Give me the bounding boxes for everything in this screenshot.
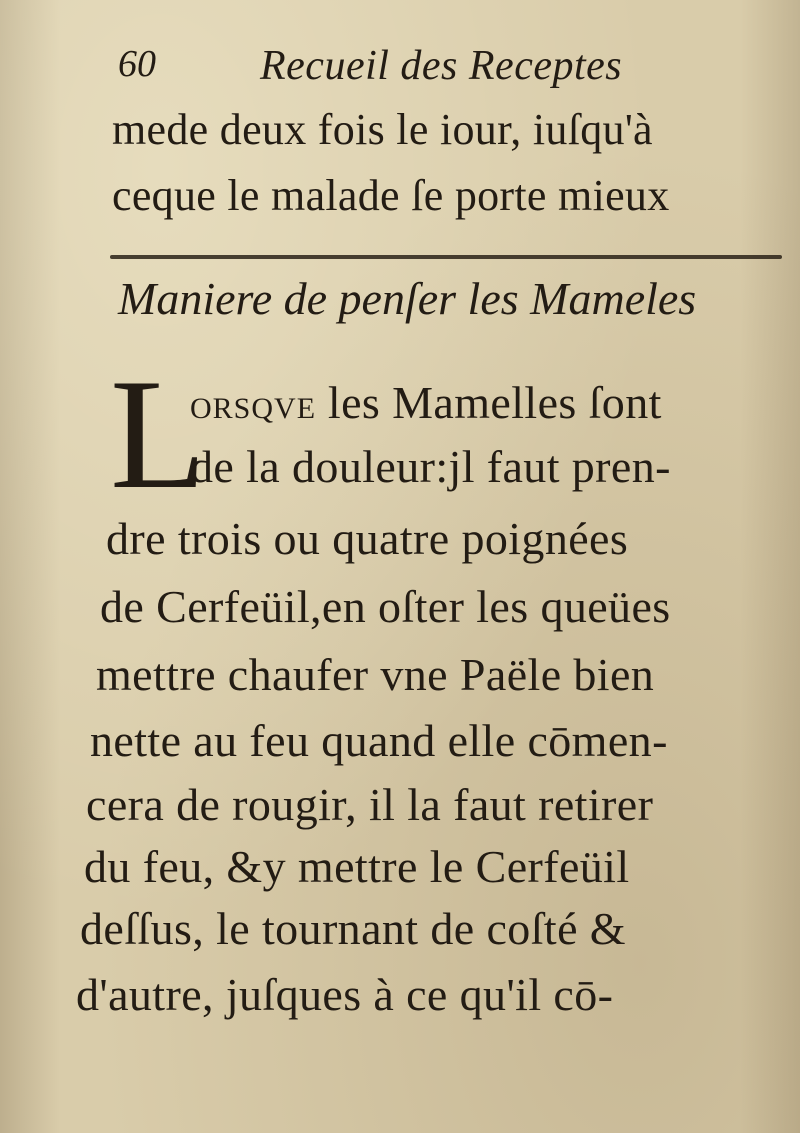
drop-cap: L xyxy=(110,347,207,522)
continuation-line: mede deux fois le iour, iuſqu'à xyxy=(112,105,653,154)
first-word-small-caps: ORSQVE xyxy=(190,392,317,425)
paragraph-line xyxy=(190,376,662,429)
paragraph-line: de Cerfeüil,en oſter les queües xyxy=(100,581,671,632)
first-line-rest: les Mamelles ſont xyxy=(327,377,662,428)
paragraph-line: d'autre, juſques à ce qu'il cō- xyxy=(76,969,614,1020)
paragraph-line: cera de rougir, il la faut retirer xyxy=(86,779,654,830)
paragraph-line: de la douleur:jl faut pren- xyxy=(190,441,671,492)
section-divider xyxy=(110,255,782,259)
paragraph-line: deſſus, le tournant de coſté & xyxy=(80,903,626,954)
paragraph-line: dre trois ou quatre poignées xyxy=(106,513,629,564)
paragraph-line: nette au feu quand elle cōmen- xyxy=(90,715,668,766)
paragraph-line: mettre chaufer vne Paële bien xyxy=(96,649,655,700)
page-header xyxy=(118,42,778,102)
continuation-line: ceque le malade ſe porte mieux xyxy=(112,171,670,220)
section-title: Maniere de penſer les Mameles xyxy=(118,273,697,324)
paragraph-line: du feu, &y mettre le Cerfeüil xyxy=(84,841,630,892)
running-title: Recueil des Receptes xyxy=(260,43,623,89)
page-number: 60 xyxy=(118,43,156,85)
